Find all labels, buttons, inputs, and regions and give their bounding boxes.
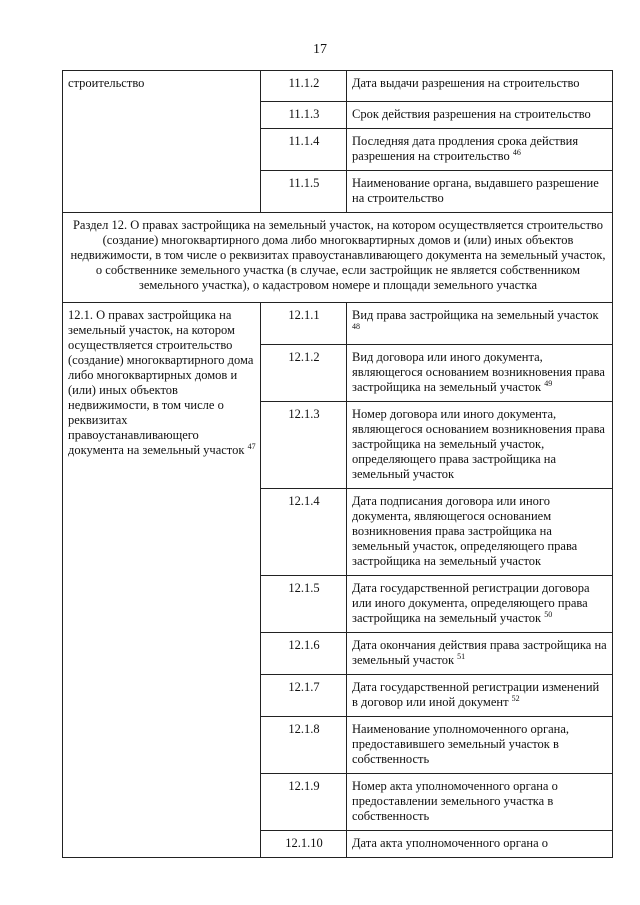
table-row [63,303,613,345]
group-label [63,303,261,858]
item-number: 12.1.8 [261,717,347,774]
footnote-ref: 47 [247,442,256,451]
declaration-table [62,70,613,858]
item-text [347,129,613,171]
table-row [63,71,613,102]
item-text [347,171,613,213]
item-number: 12.1.4 [261,489,347,576]
item-text-value: Номер договора или иного документа, являющегося основанием возникновения права застройщика на земельный участок, определяющего права застройщика на земельный участок [352,407,605,481]
item-text [347,774,613,831]
item-number: 12.1.2 [261,345,347,402]
item-text-value: Наименование уполномоченного органа, предоставившего земельный участок в собственность [352,722,569,766]
item-number: 12.1.6 [261,633,347,675]
item-number: 12.1.5 [261,576,347,633]
item-text-value: Вид права застройщика на земельный участок [352,308,599,322]
item-number: 11.1.5 [261,171,347,213]
item-text-value: Дата выдачи разрешения на строительство [352,76,580,90]
item-text-value: Номер акта уполномоченного органа о предоставлении земельного участка в собственность [352,779,558,823]
footnote-ref: 51 [457,652,466,661]
item-text-value: Дата государственной регистрации изменений в договор или иной документ [352,680,600,709]
group-label-text: 12.1. О правах застройщика на земельный участок, на котором осуществляется строительство (создание) многоквартирного дома либо многоквартирных домов и (или) иных объектов недвижимости, в том числе о реквизитах правоустанавливающего документа на земельный участок [68,308,254,457]
item-text-value: Наименование органа, выдавшего разрешение на строительство [352,176,599,205]
item-text-value: Дата окончания действия права застройщика на земельный участок [352,638,607,667]
footnote-ref: 50 [544,610,553,619]
item-text [347,345,613,402]
item-text-value: Срок действия разрешения на строительство [352,107,591,121]
footnote-ref: 46 [512,148,521,157]
item-text [347,402,613,489]
item-text [347,102,613,129]
item-text [347,675,613,717]
footnote-ref: 52 [511,694,520,703]
item-text-value: Дата акта уполномоченного органа о [352,836,549,850]
item-number: 12.1.10 [261,831,347,858]
item-number: 11.1.3 [261,102,347,129]
item-text [347,71,613,102]
item-text [347,489,613,576]
section-heading: Раздел 12. О правах застройщика на земельный участок, на котором осуществляется строительство (создание) многоквартирного дома либо многоквартирных домов и (или) иных объектов недвижимости, в том числе о реквизитах правоустанавливающего документа на земельный участок, о собственнике земельного участка (в случае, если застройщик не является собственником земельного участка), о кадастровом номере и площади земельного участка [63,213,613,303]
group-label [63,71,261,213]
item-number: 12.1.9 [261,774,347,831]
item-text [347,303,613,345]
item-number: 11.1.4 [261,129,347,171]
item-text [347,576,613,633]
group-label-text: строительство [68,76,145,90]
item-number: 12.1.1 [261,303,347,345]
item-text-value: Дата подписания договора или иного документа, являющегося основанием возникновения права застройщика на земельный участок, определяющего права застройщика на земельный участок [352,494,578,568]
footnote-ref: 49 [544,379,553,388]
footnote-ref: 48 [352,322,360,331]
page-number: 17 [313,42,327,57]
section-heading-row [63,213,613,303]
item-number: 12.1.3 [261,402,347,489]
item-text-value: Вид договора или иного документа, являющегося основанием возникновения права застройщика на земельный участок [352,350,605,394]
item-number: 11.1.2 [261,71,347,102]
item-text [347,633,613,675]
item-text-value: Последняя дата продления срока действия разрешения на строительство [352,134,579,163]
item-text-value: Дата государственной регистрации договора или иного документа, определяющего права застройщика на земельный участок [352,581,590,625]
item-number: 12.1.7 [261,675,347,717]
item-text [347,831,613,858]
item-text [347,717,613,774]
